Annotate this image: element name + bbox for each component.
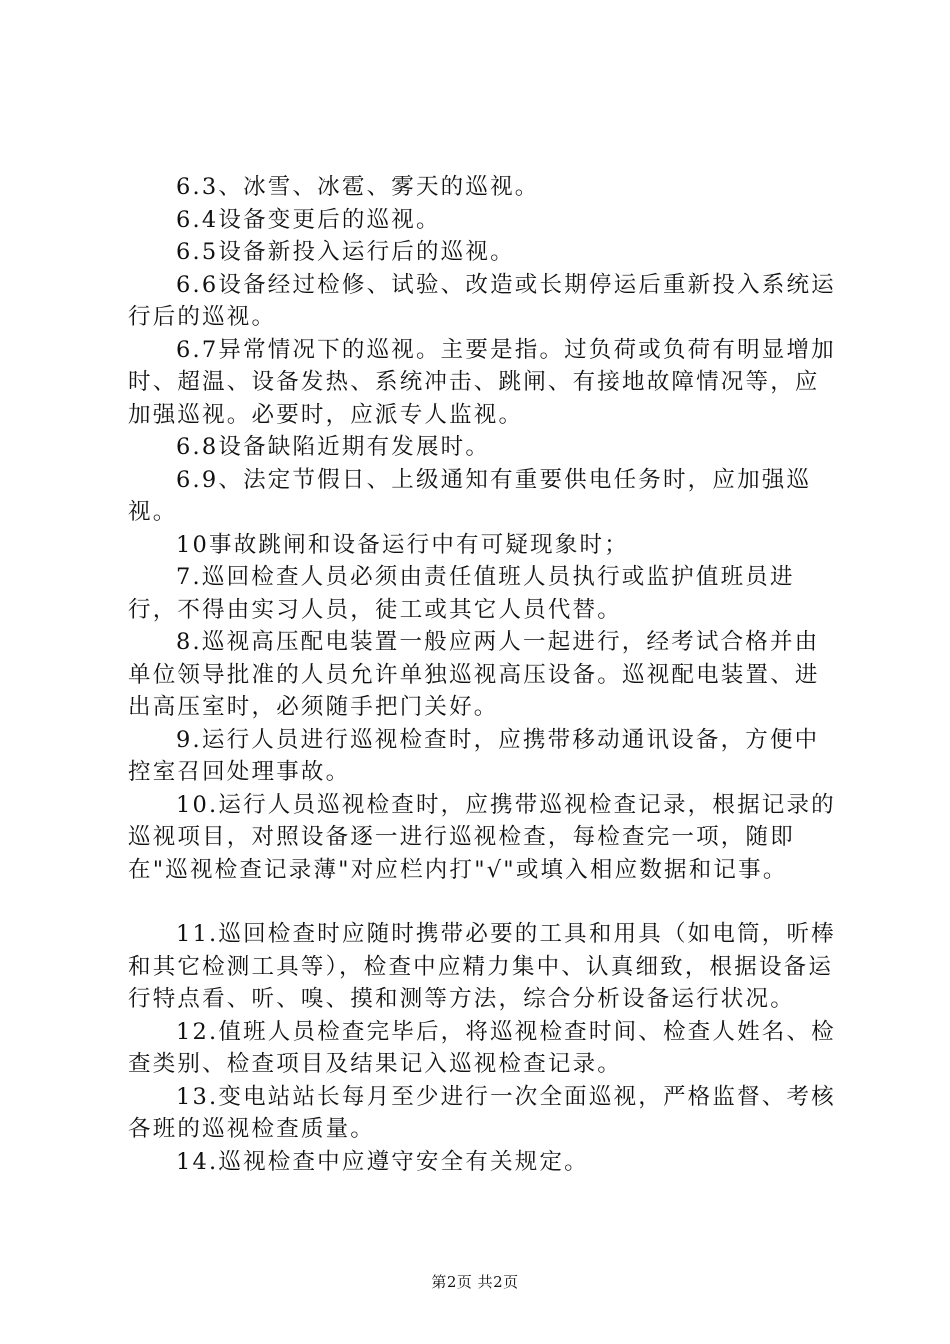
document-body [128,171,844,1178]
paragraph-6-6: 6.6设备经过检修、试验、改造或长期停运后重新投入系统运行后的巡视。 [128,271,836,330]
paragraph-6-7: 6.7异常情况下的巡视。主要是指。过负荷或负荷有明显增加时、超温、设备发热、系统冲击、跳闸、有接地故障情况等，应加强巡视。必要时，应派专人监视。 [128,336,836,428]
page-number-footer: 第2页 共2页 [431,1273,519,1291]
paragraph-8: 8.巡视高压配电装置一般应两人一起进行，经考试合格并由单位领导批准的人员允许单独巡视高压设备。巡视配电装置、进出高压室时，必须随手把门关好。 [128,629,820,720]
paragraph-14: 14.巡视检查中应遵守安全有关规定。 [176,1148,589,1175]
paragraph-6-3: 6.3、冰雪、冰雹、雾天的巡视。 [176,174,540,200]
paragraph-6-9: 6.9、法定节假日、上级通知有重要供电任务时，应加强巡视。 [128,466,812,525]
paragraph-6-5: 6.5设备新投入运行后的巡视。 [176,239,515,265]
paragraph-11: 11.巡回检查时应随时携带必要的工具和用具（如电筒，听棒和其它检测工具等），检查中应精力集中、认真细致，根据设备运行特点看、听、嗅、摸和测等方法，综合分析设备运行状况。 [128,921,836,1012]
paragraph-10: 10.运行人员巡视检查时，应携带巡视检查记录，根据记录的巡视项目，对照设备逐一进行巡视检查，每检查完一项，随即在"巡视检查记录薄"对应栏内打"√"或填入相应数据和记事。 [128,791,836,883]
paragraph-13: 13.变电站站长每月至少进行一次全面巡视，严格监督、考核各班的巡视检查质量。 [128,1083,836,1142]
paragraph-9: 9.运行人员进行巡视检查时，应携带移动通讯设备，方便中控室召回处理事故。 [128,726,820,785]
paragraph-6-8: 6.8设备缺陷近期有发展时。 [176,434,491,460]
paragraph-7: 7.巡回检查人员必须由责任值班人员执行或监护值班员进行，不得由实习人员，徒工或其它人员代替。 [128,564,795,623]
paragraph-10-accident: 10事故跳闸和设备运行中有可疑现象时； [176,531,629,558]
paragraph-6-4: 6.4设备变更后的巡视。 [176,206,441,233]
paragraph-12: 12.值班人员检查完毕后，将巡视检查时间、检查人姓名、检查类别、检查项目及结果记入巡视检查记录。 [128,1018,836,1077]
